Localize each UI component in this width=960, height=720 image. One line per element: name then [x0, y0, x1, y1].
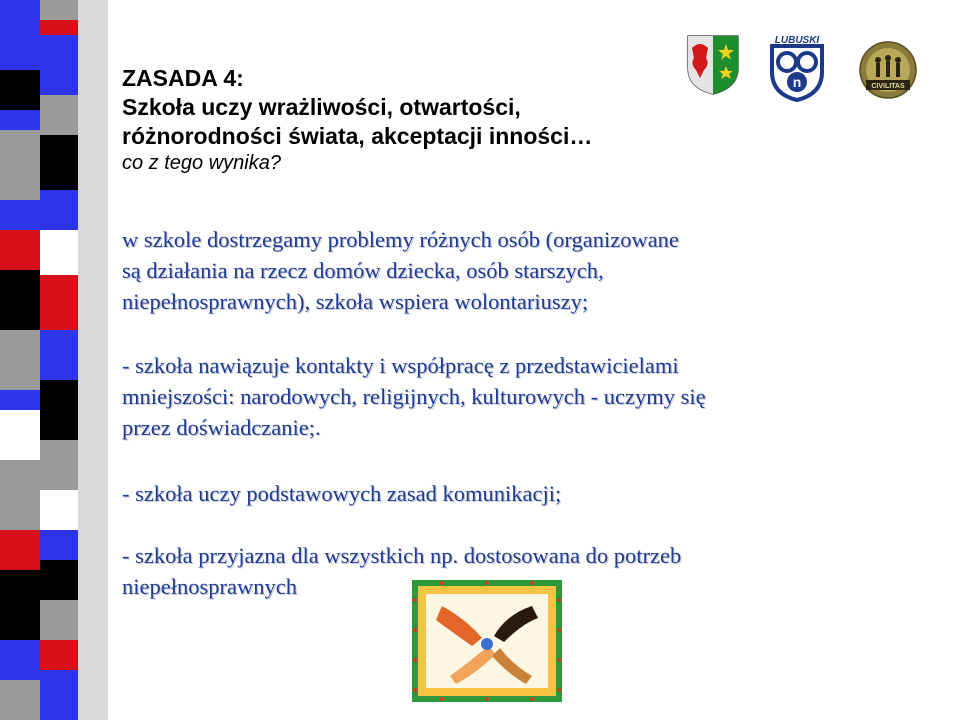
stripe-shadow [78, 0, 108, 720]
stripe-segment [40, 530, 78, 560]
stripe-segment [0, 390, 40, 410]
slide-heading [122, 64, 722, 175]
stripe-segment [40, 95, 78, 135]
stripe-segment [0, 460, 40, 530]
decorative-stripe-bar [0, 0, 108, 720]
paragraph-line: - szkoła nawiązuje kontakty i współpracę z przedstawicielami [122, 353, 679, 378]
stripe-segment [0, 530, 40, 570]
paragraph-line: przez doświadczanie;. [122, 415, 321, 440]
stripe-segment [40, 560, 78, 600]
civilitas-logo-icon [858, 40, 918, 100]
reaching-hands-clipart-icon [412, 580, 562, 702]
stripe-column-left [0, 0, 40, 720]
stripe-segment [40, 275, 78, 330]
paragraph-minorities [122, 350, 958, 443]
stripe-segment [40, 670, 78, 720]
stripe-segment [0, 410, 40, 460]
stripe-segment [0, 330, 40, 390]
stripe-segment [40, 35, 78, 95]
odn-logo [768, 32, 826, 102]
paragraph-line: mniejszości: narodowych, religijnych, kulturowych - uczymy się [122, 384, 706, 409]
paragraph-line: są działania na rzecz domów dziecka, osób starszych, [122, 258, 604, 283]
stripe-segment [0, 230, 40, 270]
hands-clipart [412, 580, 562, 702]
stripe-segment [40, 330, 78, 380]
stripe-segment [0, 570, 40, 640]
paragraph-line: - szkoła uczy podstawowych zasad komunikacji; [122, 481, 562, 506]
stripe-segment [0, 0, 40, 70]
stripe-segment [0, 270, 40, 330]
stripe-segment [40, 20, 78, 35]
stripe-segment [40, 640, 78, 670]
stripe-segment [0, 110, 40, 130]
civilitas-label: CIVILITAS [871, 83, 905, 90]
odn-letter-n: n [792, 74, 802, 90]
principle-title: ZASADA 4: [122, 65, 244, 91]
odn-top-label: LUBUSKI [774, 35, 820, 46]
principle-subtitle: co z tego wynika? [122, 152, 281, 174]
stripe-segment [40, 600, 78, 640]
paragraph-communication [122, 478, 958, 509]
stripe-segment [40, 135, 78, 190]
stripe-column-right [40, 0, 78, 720]
stripe-segment [40, 230, 78, 275]
stripe-segment [0, 640, 40, 680]
principle-line-2: różnorodności świata, akceptacji inności… [122, 123, 593, 149]
lubuski-odn-logo-icon [768, 32, 826, 102]
paragraph-line: - szkoła przyjazna dla wszystkich np. dostosowana do potrzeb [122, 543, 682, 568]
stripe-segment [0, 70, 40, 110]
stripe-segment [0, 680, 40, 720]
stripe-segment [0, 200, 40, 230]
paragraph-line: niepełnosprawnych), szkoła wspiera wolontariuszy; [122, 289, 589, 314]
paragraph-line: w szkole dostrzegamy problemy różnych osób (organizowane [122, 227, 679, 252]
civilitas-logo [858, 40, 918, 100]
stripe-segment [40, 0, 78, 20]
principle-line-1: Szkoła uczy wrażliwości, otwartości, [122, 94, 521, 120]
paragraph-volunteering [122, 224, 958, 317]
stripe-segment [0, 130, 40, 200]
stripe-segment [40, 190, 78, 230]
stripe-segment [40, 440, 78, 490]
paragraph-line: niepełnosprawnych [122, 574, 297, 599]
stripe-segment [40, 490, 78, 530]
stripe-segment [40, 380, 78, 440]
